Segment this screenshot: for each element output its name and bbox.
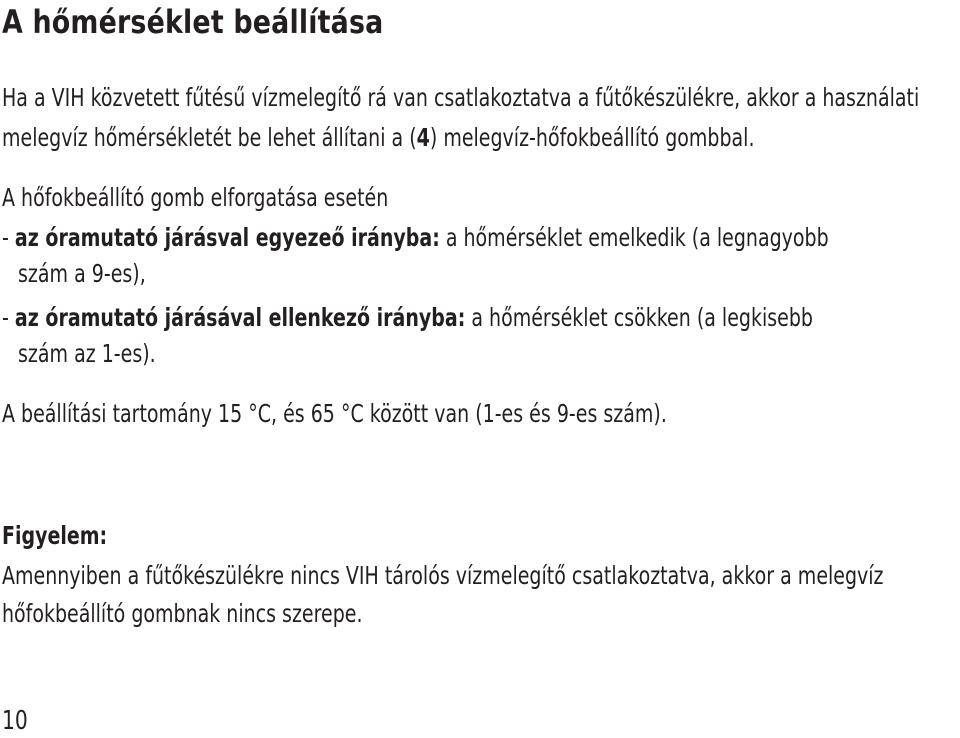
page-number: 10 xyxy=(2,706,28,736)
counterclockwise-label: az óramutató járásával ellenkező irányba: xyxy=(14,303,466,332)
clockwise-item xyxy=(2,222,829,254)
counterclockwise-continuation: szám az 1-es). xyxy=(18,339,156,368)
counterclockwise-item xyxy=(2,302,813,334)
notice-line-2: hőfokbeállító gombnak nincs szerepe. xyxy=(2,599,363,628)
clockwise-text: a hőmérséklet emelkedik (a legnagyobb xyxy=(439,223,829,252)
counterclockwise-dash: - xyxy=(2,303,15,332)
intro-line-1: Ha a VIH közvetett fűtésű vízmelegítő rá van csatlakoztatva a fűtőkészülékre, akkor a használati xyxy=(2,83,920,112)
page-title: A hőmérséklet beállítása xyxy=(2,3,384,41)
rotation-lead: A hőfokbeállító gomb elforgatása esetén xyxy=(2,183,389,212)
clockwise-dash: - xyxy=(2,223,15,252)
clockwise-continuation: szám a 9-es), xyxy=(18,259,146,288)
counterclockwise-text: a hőmérséklet csökken (a legkisebb xyxy=(465,303,813,332)
intro-line-2-start: melegvíz hőmérsékletét be lehet állítani a ( xyxy=(2,123,417,152)
notice-line-1: Amennyiben a fűtőkészülékre nincs VIH tárolós vízmelegítő csatlakoztatva, akkor a melegvíz xyxy=(2,561,884,590)
range-text: A beállítási tartomány 15 °C, és 65 °C között van (1-es és 9-es szám). xyxy=(2,399,667,428)
knob-number-4: 4 xyxy=(416,123,430,152)
intro-line-2-end: ) melegvíz-hőfokbeállító gombbal. xyxy=(429,123,755,152)
clockwise-label: az óramutató járásval egyezeő irányba: xyxy=(14,223,440,252)
notice-heading: Figyelem: xyxy=(2,521,108,550)
intro-line-2 xyxy=(2,122,755,154)
